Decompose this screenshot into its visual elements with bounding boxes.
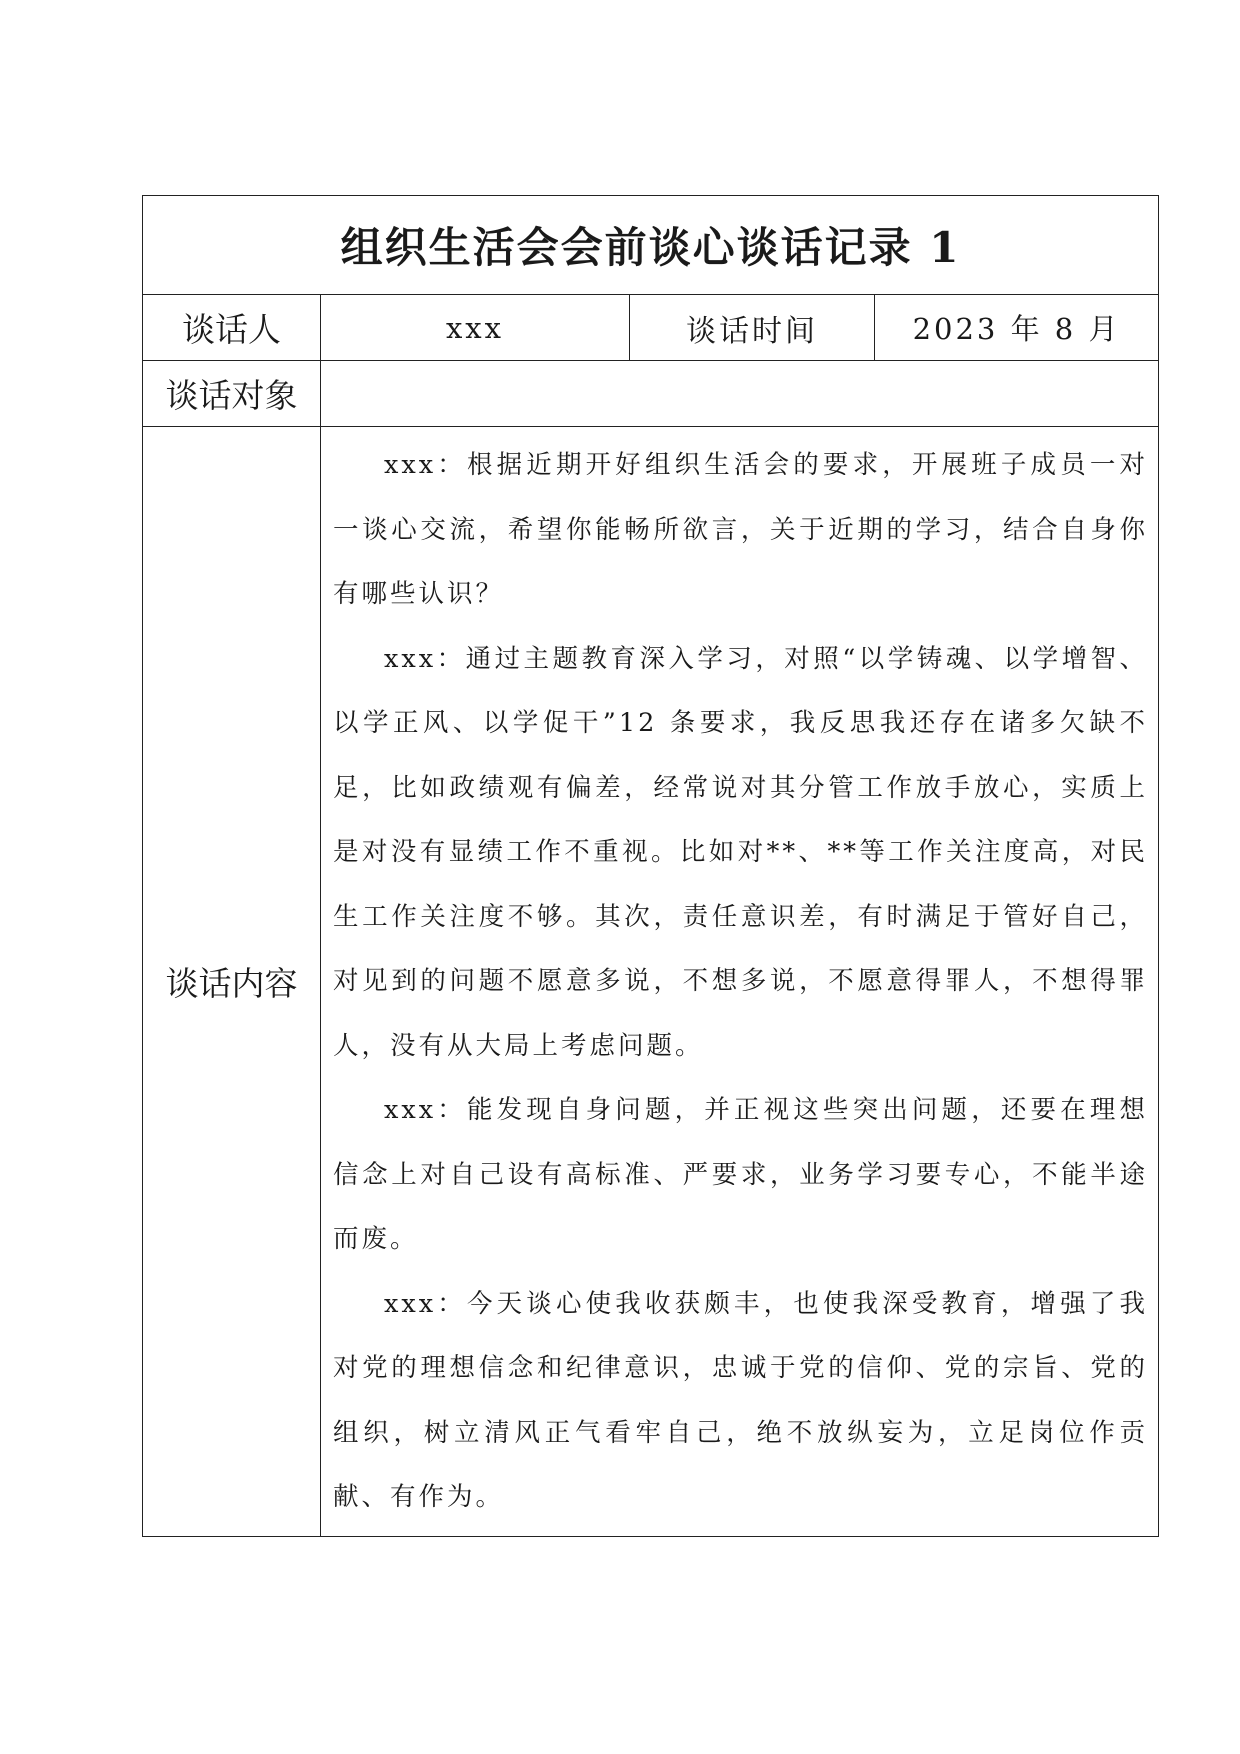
speaker-value: xxx (321, 295, 630, 361)
meta-row (143, 295, 1159, 361)
target-label: 谈话对象 (143, 361, 321, 427)
time-label: 谈话时间 (630, 295, 875, 361)
target-value (321, 361, 1159, 427)
time-value: 2023 年 8 月 (875, 295, 1159, 361)
content-paragraph: xxx：根据近期开好组织生活会的要求，开展班子成员一对一谈心交流，希望你能畅所欲言，关于近期的学习，结合自身你有哪些认识？ (333, 450, 1149, 609)
title-row (143, 196, 1159, 295)
content-label: 谈话内容 (143, 427, 321, 1537)
content-body (321, 427, 1159, 1537)
content-paragraph: xxx：能发现自身问题，并正视这些突出问题，还要在理想信念上对自己设有高标准、严要求，业务学习要专心，不能半途而废。 (333, 1095, 1149, 1254)
content-row (143, 427, 1159, 1537)
target-row (143, 361, 1159, 427)
document-title: 组织生活会会前谈心谈话记录 1 (143, 196, 1159, 295)
talk-record-table (142, 195, 1159, 1537)
content-paragraph: xxx：今天谈心使我收获颇丰，也使我深受教育，增强了我对党的理想信念和纪律意识，忠诚于党的信仰、党的宗旨、党的组织，树立清风正气看牢自己，绝不放纵妄为，立足岗位作贡献、有作为。 (333, 1288, 1149, 1512)
content-paragraph: xxx：通过主题教育深入学习，对照“以学铸魂、以学增智、以学正风、以学促干”12 条要求，我反思我还存在诸多欠缺不足，比如政绩观有偏差，经常说对其分管工作放手放心，实质上是对没有显绩工作不重视。比如对**、**等工作关注度高，对民生工作关注度不够。其次，责任意识差，有时满足于管好自己，对见到的问题不愿意多说，不想多说，不愿意得罪人，不想得罪人，没有从大局上考虑问题。 (333, 643, 1149, 1061)
speaker-label: 谈话人 (143, 295, 321, 361)
